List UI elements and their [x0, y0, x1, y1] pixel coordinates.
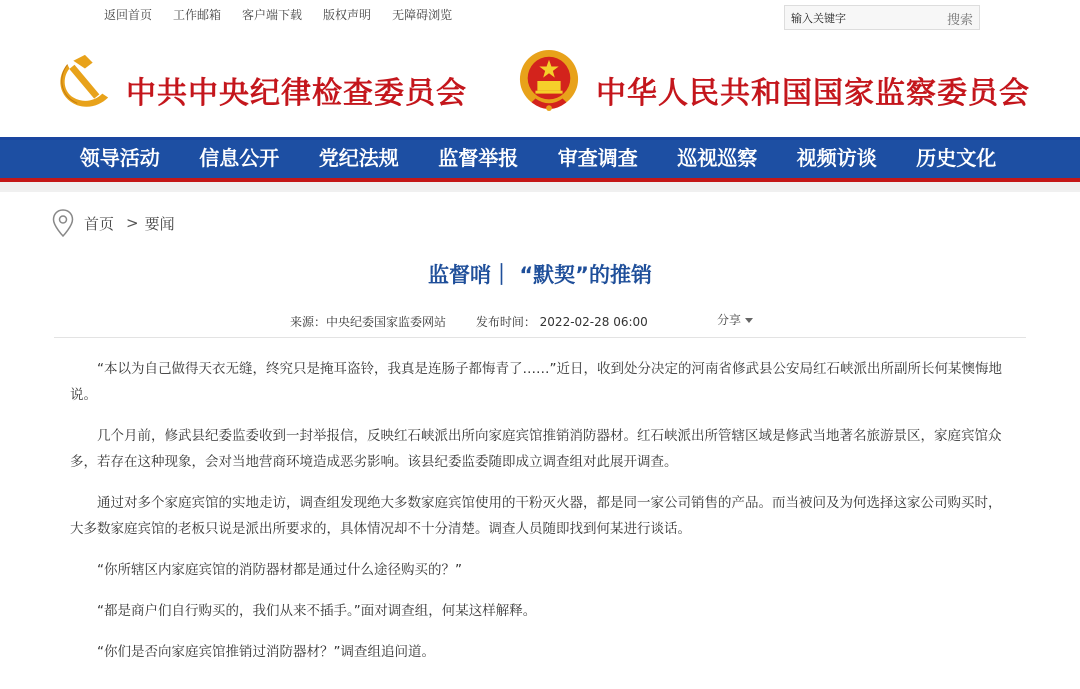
national-supervisory-commission-title: 中华人民共和国国家监察委员会 — [596, 76, 1030, 111]
main-nav — [0, 137, 1080, 182]
share-label: 分享 — [717, 313, 742, 327]
nav-item-leadership[interactable]: 领导活动 — [79, 146, 160, 170]
nav-item-investigation[interactable]: 审查调查 — [557, 146, 638, 170]
nav-item-history-culture[interactable]: 历史文化 — [916, 146, 997, 170]
article-paragraph: 通过对多个家庭宾馆的实地走访，调查组发现绝大多数家庭宾馆使用的干粉灭火器，都是同一家公司销售的产品。而当被问及为何选择这家公司购买时，大多数家庭宾馆的老板只说是派出所要求的，具体情况却不十分清楚。调查人员随即找到何某进行谈话。 — [70, 495, 1002, 537]
article-title: 监督哨｜ “默契”的推销 — [428, 263, 652, 287]
top-link-client-download[interactable]: 客户端下载 — [242, 8, 303, 22]
nav-item-supervision-report[interactable]: 监督举报 — [438, 146, 519, 170]
nav-item-info-disclosure[interactable]: 信息公开 — [199, 146, 280, 170]
breadcrumb — [52, 208, 175, 238]
nav-shadow-band — [0, 182, 1080, 192]
breadcrumb-home-link[interactable]: 首页 — [84, 214, 115, 233]
article-paragraph: “都是商户们自行购买的，我们从来不插手。”面对调查组，何某这样解释。 — [97, 603, 537, 619]
top-link-home[interactable]: 返回首页 — [104, 8, 153, 22]
article-publish-time: 发布时间： 2022-02-28 06:00 — [475, 315, 648, 329]
article-divider — [54, 337, 1026, 338]
caret-down-icon — [745, 318, 753, 323]
cpc-discipline-commission-title: 中共中央纪律检查委员会 — [126, 76, 467, 111]
search-button[interactable]: 搜索 — [946, 13, 973, 28]
article-body — [70, 356, 1006, 680]
article-paragraph: 几个月前，修武县纪委监委收到一封举报信，反映红石峡派出所向家庭宾馆推销消防器材。红石峡派出所管辖区域是修武当地著名旅游景区，家庭宾馆众多，若存在这种现象，会对当地营商环境造成恶劣影响。该县纪委监委随即成立调查组对此展开调查。 — [70, 428, 1002, 470]
site-header — [0, 40, 1080, 135]
nav-item-video-interview[interactable]: 视频访谈 — [796, 146, 877, 170]
national-emblem-icon — [518, 48, 580, 114]
top-link-mail[interactable]: 工作邮箱 — [173, 8, 222, 22]
location-pin-icon — [52, 209, 74, 237]
search-box — [784, 5, 980, 30]
hammer-sickle-icon — [54, 52, 112, 112]
top-links — [104, 6, 473, 23]
top-link-accessibility[interactable]: 无障碍浏览 — [392, 8, 453, 22]
nav-item-party-regulations[interactable]: 党纪法规 — [318, 146, 399, 170]
article-paragraph: “你所辖区内家庭宾馆的消防器材都是通过什么途径购买的？” — [97, 562, 462, 578]
article-meta — [290, 313, 674, 330]
share-button[interactable] — [717, 311, 753, 328]
article-paragraph: “你们是否向家庭宾馆推销过消防器材？”调查组追问道。 — [97, 644, 435, 660]
nav-item-inspection[interactable]: 巡视巡察 — [677, 146, 758, 170]
article-paragraph: “本以为自己做得天衣无缝，终究只是掩耳盗铃，我真是连肠子都悔青了……”近日，收到处分决定的河南省修武县公安局红石峡派出所副所长何某懊悔地说。 — [70, 361, 1002, 403]
search-input[interactable] — [791, 9, 931, 27]
top-link-copyright[interactable]: 版权声明 — [323, 8, 372, 22]
top-utility-bar — [0, 0, 1080, 28]
breadcrumb-separator: > — [126, 214, 139, 232]
breadcrumb-current[interactable]: 要闻 — [144, 214, 175, 233]
article-source: 来源：中央纪委国家监委网站 — [290, 315, 447, 329]
